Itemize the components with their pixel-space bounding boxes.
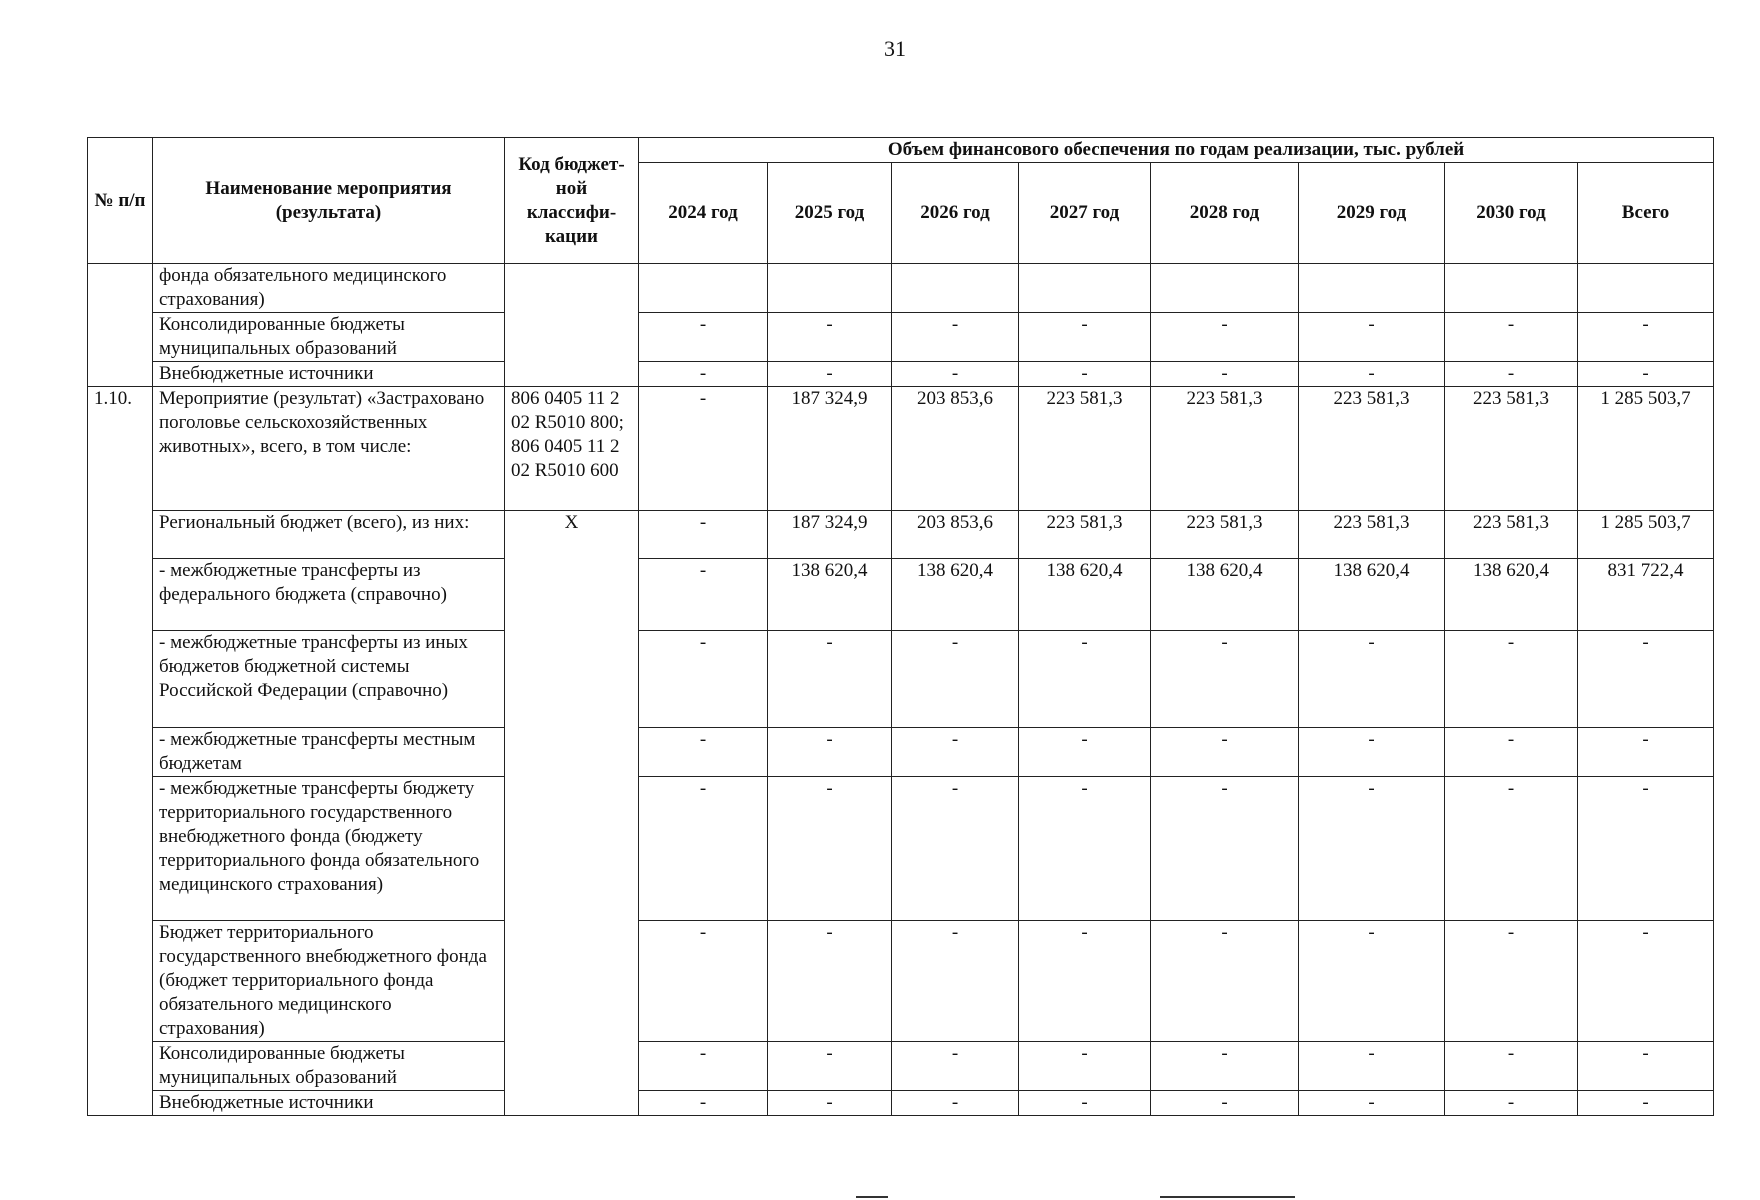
value-cell: - <box>1151 313 1299 362</box>
value-cell: - <box>1151 1091 1299 1116</box>
value-cell: - <box>1445 631 1578 728</box>
value-cell: 223 581,3 <box>1151 511 1299 559</box>
header-financing-group: Объем финансового обеспечения по годам реализации, тыс. рублей <box>639 138 1714 163</box>
value-cell: 187 324,9 <box>768 511 892 559</box>
value-cell: - <box>639 728 768 777</box>
value-cell: - <box>892 1042 1019 1091</box>
value-cell: - <box>1445 313 1578 362</box>
value-cell: - <box>639 1091 768 1116</box>
row-name: - межбюджетные трансферты бюджету территориального государственного внебюджетного фонда (бюджету территориального фонда обязательного медицинского страхования) <box>153 777 505 921</box>
footer-rule-long <box>1160 1196 1295 1198</box>
value-cell: - <box>639 921 768 1042</box>
table-row <box>88 777 1714 921</box>
row-name: Внебюджетные источники <box>153 1091 505 1116</box>
value-cell: - <box>1151 728 1299 777</box>
table-row <box>88 1091 1714 1116</box>
value-cell: - <box>768 362 892 387</box>
item-number: 1.10. <box>88 387 153 1116</box>
value-cell: 223 581,3 <box>1019 387 1151 511</box>
value-cell: - <box>1019 1042 1151 1091</box>
value-cell: - <box>1019 728 1151 777</box>
table-row <box>88 313 1714 362</box>
table-row <box>88 728 1714 777</box>
header-number: № п/п <box>88 138 153 264</box>
value-cell: - <box>1299 1042 1445 1091</box>
value-cell: - <box>892 362 1019 387</box>
value-cell: - <box>1299 631 1445 728</box>
value-cell: 223 581,3 <box>1299 511 1445 559</box>
value-cell: - <box>1445 777 1578 921</box>
value-cell: - <box>639 1042 768 1091</box>
value-cell: 1 285 503,7 <box>1578 511 1714 559</box>
value-cell: 203 853,6 <box>892 387 1019 511</box>
value-cell: - <box>1151 921 1299 1042</box>
value-cell: - <box>1299 1091 1445 1116</box>
row-name: Мероприятие (результат) «Застраховано поголовье сельскохозяйственных животных», всего, в том числе: <box>153 387 505 511</box>
row-name: Консолидированные бюджеты муниципальных образований <box>153 1042 505 1091</box>
row-name: фонда обязательного медицинского страхования) <box>153 264 505 313</box>
value-cell: 223 581,3 <box>1299 387 1445 511</box>
value-cell: - <box>1019 362 1151 387</box>
value-cell: - <box>1299 728 1445 777</box>
value-cell: - <box>768 921 892 1042</box>
value-cell: 138 620,4 <box>1445 559 1578 631</box>
value-cell: - <box>1019 631 1151 728</box>
value-cell: 138 620,4 <box>892 559 1019 631</box>
value-cell: - <box>1299 362 1445 387</box>
value-cell: - <box>1445 362 1578 387</box>
value-cell: 138 620,4 <box>768 559 892 631</box>
table-row <box>88 921 1714 1042</box>
value-cell: - <box>892 313 1019 362</box>
table-body <box>88 264 1714 1116</box>
value-cell: - <box>639 559 768 631</box>
value-cell: 223 581,3 <box>1445 511 1578 559</box>
budget-code-x: Х <box>505 511 639 1116</box>
value-cell: - <box>1445 1042 1578 1091</box>
value-cell: - <box>892 728 1019 777</box>
row-name: Внебюджетные источники <box>153 362 505 387</box>
row-name: Консолидированные бюджеты муниципальных образований <box>153 313 505 362</box>
table-row <box>88 362 1714 387</box>
header-code: Код бюджет-ной классифи-кации <box>505 138 639 264</box>
header-year-2030: 2030 год <box>1445 163 1578 264</box>
header-year-2025: 2025 год <box>768 163 892 264</box>
value-cell: - <box>892 631 1019 728</box>
value-cell: - <box>1578 1091 1714 1116</box>
value-cell: - <box>1578 313 1714 362</box>
row-name: - межбюджетные трансферты из иных бюджетов бюджетной системы Российской Федерации (справочно) <box>153 631 505 728</box>
value-cell <box>1299 264 1445 313</box>
value-cell: - <box>1151 362 1299 387</box>
row-name: Бюджет территориального государственного внебюджетного фонда (бюджет территориального фонда обязательного медицинского страхования) <box>153 921 505 1042</box>
value-cell <box>1578 264 1714 313</box>
header-year-2024: 2024 год <box>639 163 768 264</box>
value-cell <box>1151 264 1299 313</box>
value-cell: - <box>639 631 768 728</box>
table-row <box>88 264 1714 313</box>
table-row <box>88 387 1714 511</box>
value-cell: - <box>1151 777 1299 921</box>
row-code-cell <box>505 264 639 387</box>
table-header <box>88 138 1714 264</box>
value-cell: - <box>768 1042 892 1091</box>
header-name: Наименование мероприятия (результата) <box>153 138 505 264</box>
page-number: 31 <box>884 36 906 61</box>
value-cell: - <box>1445 921 1578 1042</box>
header-year-2026: 2026 год <box>892 163 1019 264</box>
value-cell: - <box>639 511 768 559</box>
header-total: Всего <box>1578 163 1714 264</box>
value-cell: - <box>1445 728 1578 777</box>
footer-rule-short <box>856 1196 888 1198</box>
value-cell: 1 285 503,7 <box>1578 387 1714 511</box>
value-cell <box>768 264 892 313</box>
value-cell <box>892 264 1019 313</box>
row-name: - межбюджетные трансферты местным бюджетам <box>153 728 505 777</box>
value-cell: 831 722,4 <box>1578 559 1714 631</box>
value-cell: - <box>1578 777 1714 921</box>
value-cell: 203 853,6 <box>892 511 1019 559</box>
row-name: Региональный бюджет (всего), из них: <box>153 511 505 559</box>
value-cell: - <box>1578 631 1714 728</box>
value-cell: 223 581,3 <box>1151 387 1299 511</box>
value-cell: 187 324,9 <box>768 387 892 511</box>
value-cell: - <box>1151 1042 1299 1091</box>
budget-code: 806 0405 11 2 02 R5010 800; 806 0405 11 2 02 R5010 600 <box>505 387 639 511</box>
value-cell: - <box>768 777 892 921</box>
value-cell: 138 620,4 <box>1299 559 1445 631</box>
value-cell: - <box>768 728 892 777</box>
value-cell: - <box>1019 777 1151 921</box>
financing-table <box>87 137 1714 1116</box>
value-cell: 138 620,4 <box>1019 559 1151 631</box>
value-cell: 223 581,3 <box>1019 511 1151 559</box>
row-name: - межбюджетные трансферты из федерального бюджета (справочно) <box>153 559 505 631</box>
value-cell: 138 620,4 <box>1151 559 1299 631</box>
header-year-2029: 2029 год <box>1299 163 1445 264</box>
value-cell: - <box>1578 728 1714 777</box>
value-cell: - <box>768 631 892 728</box>
header-year-2028: 2028 год <box>1151 163 1299 264</box>
value-cell: - <box>1299 313 1445 362</box>
value-cell: - <box>639 777 768 921</box>
value-cell: - <box>639 387 768 511</box>
value-cell: - <box>892 921 1019 1042</box>
value-cell: - <box>1151 631 1299 728</box>
value-cell <box>1019 264 1151 313</box>
value-cell: - <box>1019 313 1151 362</box>
value-cell: - <box>892 777 1019 921</box>
value-cell: - <box>1299 777 1445 921</box>
value-cell: - <box>1299 921 1445 1042</box>
table-row <box>88 631 1714 728</box>
value-cell <box>639 264 768 313</box>
value-cell: - <box>1445 1091 1578 1116</box>
row-number-cell <box>88 264 153 387</box>
value-cell: - <box>1019 1091 1151 1116</box>
value-cell: - <box>768 313 892 362</box>
value-cell: - <box>768 1091 892 1116</box>
header-year-2027: 2027 год <box>1019 163 1151 264</box>
value-cell: - <box>1578 362 1714 387</box>
value-cell: - <box>639 313 768 362</box>
table-row <box>88 1042 1714 1091</box>
value-cell: - <box>639 362 768 387</box>
value-cell: - <box>1019 921 1151 1042</box>
value-cell: 223 581,3 <box>1445 387 1578 511</box>
value-cell <box>1445 264 1578 313</box>
table-row <box>88 559 1714 631</box>
table-row <box>88 511 1714 559</box>
value-cell: - <box>1578 1042 1714 1091</box>
value-cell: - <box>892 1091 1019 1116</box>
value-cell: - <box>1578 921 1714 1042</box>
